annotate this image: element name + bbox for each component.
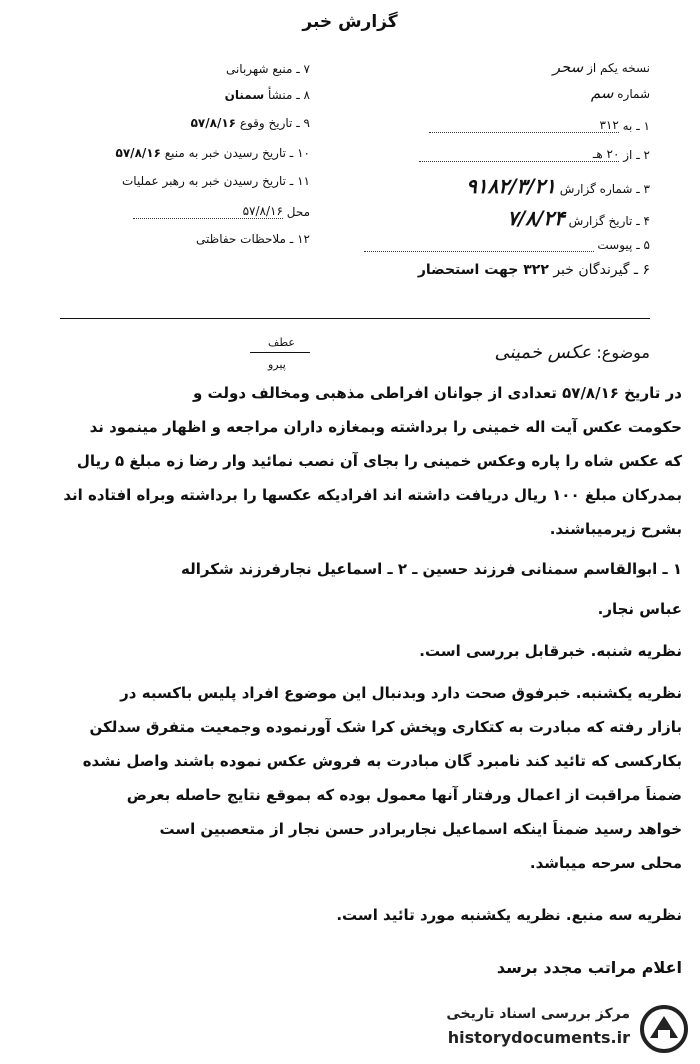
followup-label: پیرو bbox=[268, 358, 286, 371]
document-title: گزارش خبر bbox=[302, 12, 398, 32]
field-location-value: ۵۷/۸/۱۶ bbox=[133, 204, 283, 219]
field-report-date: ۴ ـ تاریخ گزارش ۷/۸/۲۴ bbox=[507, 206, 650, 230]
body-line: خواهد رسید ضمناً اینکه اسماعیل نجاربرادر حسن نجار از متعصبین است bbox=[159, 820, 682, 838]
field-from: ۲ ـ از ۲۰ هـ bbox=[419, 147, 650, 162]
field-to: ۱ ـ به ۳۱۲ bbox=[429, 118, 650, 133]
field-security-notes: ۱۲ ـ ملاحظات حفاظتی bbox=[196, 232, 310, 246]
field-copy-value: سحر bbox=[552, 58, 584, 76]
reference-divider bbox=[250, 352, 310, 353]
field-report-number: ۳ ـ شماره گزارش ۹۱۸۲/۳/۲۱ bbox=[466, 174, 650, 198]
field-received-leader-date: ۱۱ ـ تاریخ رسیدن خبر به رهبر عملیات bbox=[121, 174, 310, 188]
field-origin: ۸ ـ منشأ سمنان bbox=[224, 88, 310, 102]
body-line: که عکس شاه را پاره وعکس خمینی را بجای آن نصب نمائید وار رضا زه مبلغ ۵ ریال bbox=[76, 452, 682, 470]
subject-line: موضوع: عکس خمینی bbox=[494, 342, 650, 363]
field-source-value: شهربانی bbox=[225, 62, 269, 76]
body-line: در تاریخ ۵۷/۸/۱۶ تعدادی از جوانان افراطی مذهبی ومخالف دولت و bbox=[193, 384, 682, 402]
field-to-value: ۳۱۲ bbox=[429, 118, 619, 133]
body-line: بازار رفته که مبادرت به کتکاری وپخش کرا شک آورنموده وجمعیت متفرق سدلکن bbox=[89, 718, 682, 736]
body-line: بمدرکان مبلغ ۱۰۰ ریال دریافت داشته اند افرادیکه عکسها را برداشته وبراه افتاده اند bbox=[63, 486, 682, 504]
body-line: حکومت عکس آیت اله خمینی را برداشته وبمغازه داران مراجعه و اظهار مینمود ند bbox=[89, 418, 682, 436]
body-line: محلی سرحه میباشد. bbox=[529, 854, 682, 872]
field-occurrence-date-value: ۵۷/۸/۱۶ bbox=[190, 116, 236, 130]
field-report-number-value: ۹۱۸۲/۳/۲۱ bbox=[466, 174, 556, 198]
body-line: بشرح زیرمیباشند. bbox=[549, 520, 682, 538]
field-occurrence-date: ۹ ـ تاریخ وقوع ۵۷/۸/۱۶ bbox=[190, 116, 310, 130]
archive-logo-icon bbox=[636, 1004, 692, 1054]
body-line: اعلام مراتب مجدد برسد bbox=[496, 958, 682, 977]
field-recipients-value: ۳۲۲ جهت استحضار bbox=[417, 262, 549, 278]
body-line: بکارکسی که تائید کند نامبرد گان مبادرت به فروش عکس نموده باشند واصل نشده bbox=[82, 752, 682, 770]
logo-name: مرکز بررسی اسناد تاریخی bbox=[446, 1006, 630, 1022]
reference-label: عطف bbox=[268, 336, 295, 349]
body-line: عباس نجار. bbox=[597, 600, 682, 618]
body-line: ۱ ـ ابوالقاسم سمنانی فرزند حسین ـ ۲ ـ اسماعیل نجارفرزند شکراله bbox=[181, 560, 682, 578]
body-line: نظریه سه منبع. نظریه یکشنبه مورد تائید است. bbox=[336, 906, 682, 924]
field-received-source-date: ۱۰ ـ تاریخ رسیدن خبر به منبع ۵۷/۸/۱۶ bbox=[115, 146, 310, 160]
field-report-date-value: ۷/۸/۲۴ bbox=[507, 206, 565, 230]
field-attachment-value bbox=[364, 251, 594, 252]
header-divider bbox=[60, 318, 650, 319]
field-recipients: ۶ ـ گیرندگان خبر ۳۲۲ جهت استحضار bbox=[417, 262, 650, 278]
field-from-value: ۲۰ هـ bbox=[419, 147, 619, 162]
subject-value: عکس خمینی bbox=[494, 342, 592, 363]
field-origin-value: سمنان bbox=[224, 88, 265, 102]
body-line: ضمناً مراقبت از اعمال ورفتار آنها معمول بوده که بموقع نتایج حاصله بعرض bbox=[126, 786, 682, 804]
field-source: ۷ ـ منبع شهربانی bbox=[225, 62, 310, 76]
field-received-source-date-value: ۵۷/۸/۱۶ bbox=[115, 146, 161, 160]
field-copy: نسخه یکم از سحر bbox=[552, 58, 650, 76]
watermark-logo bbox=[432, 1004, 692, 1054]
field-number: شماره سم bbox=[590, 84, 650, 102]
logo-url: historydocuments.ir bbox=[447, 1028, 630, 1047]
field-location: محل ۵۷/۸/۱۶ bbox=[133, 204, 310, 219]
field-attachment: ۵ ـ پیوست bbox=[364, 238, 650, 252]
body-line: نظریه یکشنبه. خبرفوق صحت دارد وبدنبال این موضوع افراد پلیس باکسبه در bbox=[120, 684, 682, 702]
body-line: نظریه شنبه. خبرقابل بررسی است. bbox=[419, 642, 682, 660]
field-number-value: سم bbox=[590, 84, 614, 102]
